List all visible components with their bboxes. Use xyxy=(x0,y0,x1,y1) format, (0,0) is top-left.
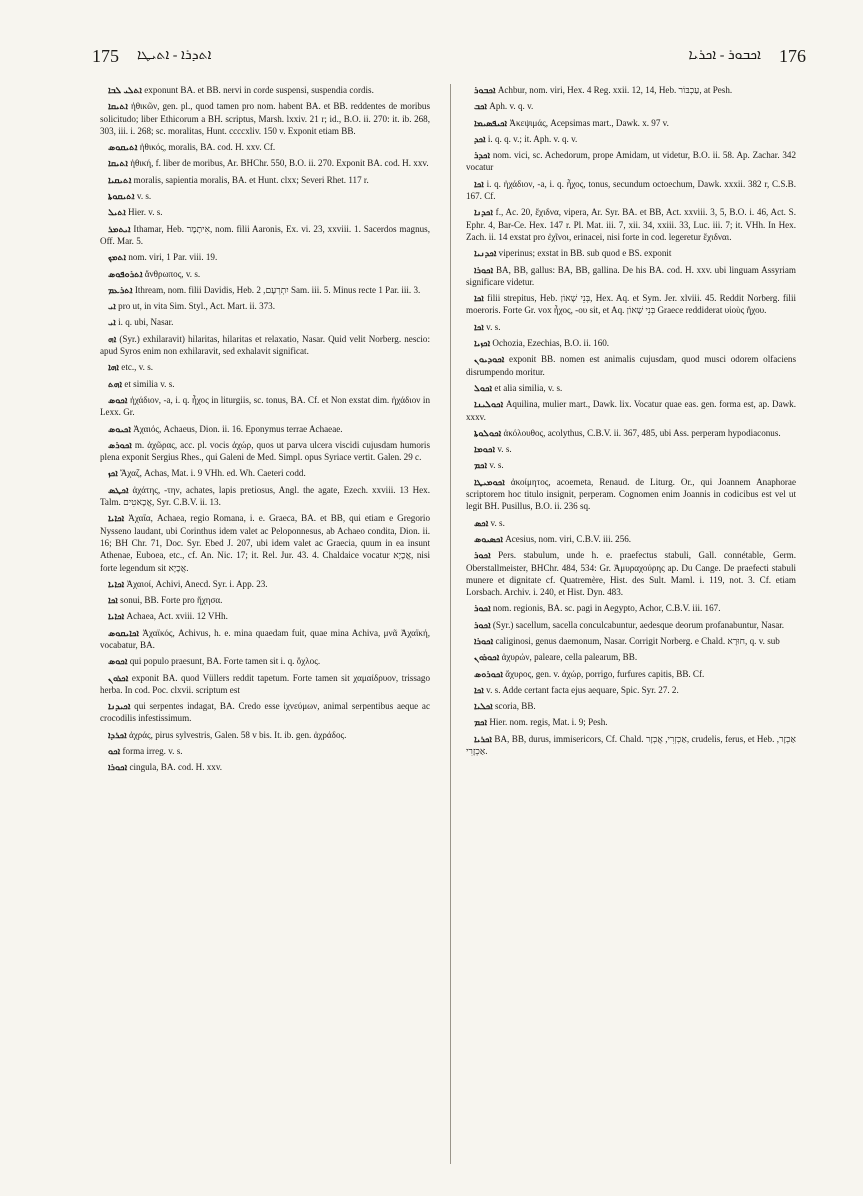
dictionary-entry xyxy=(466,292,796,317)
entry-text: nom. viri, 1 Par. viii. 19. xyxy=(128,252,218,263)
entry-lemma: ܐܟܘܪܘܣ xyxy=(474,668,503,679)
entry-lemma: ܐܟܕܢܝܐ xyxy=(474,248,497,259)
right-column xyxy=(466,84,796,1164)
entry-lemma: ܐܬܡܟ xyxy=(108,252,127,263)
dictionary-entry xyxy=(466,517,796,529)
entry-lemma: ܐܗܬ xyxy=(108,378,123,389)
dictionary-entry xyxy=(100,333,430,358)
entry-text: ἄνθρωπος, v. s. xyxy=(144,268,201,279)
entry-lemma: ܐܟܘ xyxy=(108,746,121,757)
dictionary-entry xyxy=(100,394,430,419)
dictionary-entry xyxy=(100,174,430,186)
dictionary-entry xyxy=(100,251,430,263)
entry-lemma: ܐܟܪܘܢ xyxy=(108,672,129,683)
entry-text: v. s. xyxy=(489,460,504,471)
entry-lemma: ܐܟܙ xyxy=(108,468,118,479)
entry-lemma: ܐܟܡ xyxy=(474,460,488,471)
entry-lemma: ܐܟܣܝܘܣ xyxy=(474,533,503,544)
entry-text: qui serpentes indagat, BA. Credo esse ἰχνεύμων, animal serpentibus aeque ac crocodilis infestissimum. xyxy=(100,701,430,724)
entry-lemma: ܐܟܘܣ xyxy=(108,394,128,405)
entry-lemma: ܐܟܕ xyxy=(474,133,486,144)
entry-text: scoria, BB. xyxy=(495,701,536,712)
entry-lemma: ܐܟܒܘܪ xyxy=(474,85,496,95)
dictionary-entry xyxy=(100,141,430,153)
entry-lemma: ܐܟܠܝܐ xyxy=(474,701,493,712)
entry-lemma: ܐܬܝܩܘܬܐ xyxy=(108,191,135,202)
entry-text: sonui, BB. Forte pro ἤχησα. xyxy=(120,595,223,606)
header-right xyxy=(466,46,806,67)
entry-lemma: ܐܟܛܣ xyxy=(108,484,129,495)
dictionary-entry xyxy=(100,223,430,248)
entry-lemma: ܐܬܝܩܝܐ xyxy=(108,174,132,185)
entry-lemma: ܐܟܐ xyxy=(108,595,118,606)
dictionary-entry xyxy=(466,206,796,243)
right-page-number: 176 xyxy=(779,45,806,66)
entry-lemma: ܐܟܕܪ xyxy=(474,150,491,161)
entry-lemma: ܐܟܘܪܐ xyxy=(474,264,494,275)
entry-lemma: ܐܟܘܪܐ xyxy=(108,762,128,773)
entry-text: forma irreg. v. s. xyxy=(122,746,183,757)
dictionary-entry xyxy=(466,651,796,663)
dictionary-entry xyxy=(100,655,430,667)
entry-text: Achaea, Act. xviii. 12 VHh. xyxy=(126,611,228,622)
dictionary-entry xyxy=(466,321,796,333)
entry-text: v. s. Adde certant facta ejus aequare, Spic. Syr. 27. 2. xyxy=(486,684,679,695)
entry-lemma: ܐܬܠܝ ܠܒܐ xyxy=(108,85,142,95)
dictionary-entry xyxy=(100,745,430,757)
entry-text: v. s. xyxy=(486,321,501,332)
entry-text: pro ut, in vita Sim. Styl., Act. Mart. ii. 373. xyxy=(118,301,276,312)
header-left xyxy=(92,46,432,67)
entry-text: caliginosi, genus daemonum, Nasar. Corrigit Norberg. e Chald. חוּרָא, q. v. sub xyxy=(495,635,780,646)
entry-lemma: ܐܟܐܝܩܘܣ xyxy=(108,627,139,638)
dictionary-entry xyxy=(466,264,796,289)
entry-text: ἠχάδιον, -a, i. q. ἦχος in liturgiis, sc. tonus, BA. Cf. et Non exstat dim. ἠχάδιον in Lexx. Gr. xyxy=(100,394,430,418)
entry-text: viperinus; exstat in BB. sub quod e BS. exponit xyxy=(498,248,672,259)
dictionary-entry xyxy=(466,427,796,439)
entry-text: etc., v. s. xyxy=(121,362,154,373)
entry-text: Ochozia, Ezechias, B.O. ii. 160. xyxy=(492,338,610,349)
dictionary-entry xyxy=(466,149,796,174)
entry-text: ἀχυρών, paleare, cella palearum, BB. xyxy=(501,652,638,663)
entry-lemma: ܐܟܪܝܐ xyxy=(474,733,492,744)
dictionary-entry xyxy=(100,627,430,652)
entry-text: Pers. stabulum, unde h. e. praefectus stabuli, Gall. connétable, Germ. Oberstallmeister, BHChr. 484, 534: Gr. Ἀμυραχούρης ap. Du Cange. De praefecti stabuli munere et dignitate cf. Quatremère, Hist. des Sult. Maml. i. 119, not. 3. Cf. etiam Lorsbach. Archiv. i. 240, et Hist. Dyn. 483. xyxy=(466,550,796,598)
entry-lemma: ܐܟܘܣ xyxy=(108,656,128,667)
dictionary-entry xyxy=(100,729,430,741)
dictionary-entry xyxy=(466,84,796,96)
right-running-head: ܐܟܒܘܪ - ܐܟܪܝܐ xyxy=(688,48,761,63)
entry-text: (Syr.) exhilaravit) hilaritas, hilaritas et relaxatio, Nasar. Quid velit Norberg. nescio: apud Syros enim non exhilaravit, sed exhalavit significat. xyxy=(100,333,430,357)
entry-text: (Syr.) sacellum, sacella conculcabuntur, aedesque deorum profanabuntur, Nasar. xyxy=(492,619,785,630)
entry-lemma: ܐܟܘܡܐ xyxy=(474,444,496,455)
entry-lemma: ܐܬܪܥܡ xyxy=(108,284,133,295)
dictionary-entry xyxy=(466,443,796,455)
entry-text: exponit BB. nomen est animalis cujusdam, quod musci odorem olfaciens disrumpendo moritur. xyxy=(466,354,796,377)
entry-lemma: ܐܟܘܪܐ xyxy=(474,635,494,646)
entry-text: ἠθικῶν, gen. pl., quod tamen pro nom. habent BA. et BB. reddentes de moribus solicitudo; liber Ethicorum a BH. scriptus, Marsh. lxxiv. 21 r; id., B.O. ii. 270: it. ib. 268, 303, iii. i. 268; sc. moralitas, Hunt. ccccxliv. 150 v. Exponit etiam BB. xyxy=(100,101,430,136)
entry-lemma: ܐܟܘܠܝܢܐ xyxy=(474,399,504,410)
entry-text: Acesius, nom. viri, C.B.V. iii. 256. xyxy=(505,533,632,544)
dictionary-entry xyxy=(466,382,796,394)
dictionary-entry xyxy=(100,316,430,328)
dictionary-entry xyxy=(466,459,796,471)
left-column xyxy=(100,84,430,1164)
dictionary-entry xyxy=(100,84,430,96)
entry-lemma: ܐܝ xyxy=(108,317,116,328)
entry-lemma: ܐܟܕܢܐ xyxy=(474,207,493,218)
entry-lemma: ܐܟܘܪ xyxy=(474,603,491,614)
entry-lemma: ܐܟܣ xyxy=(474,517,489,528)
entry-lemma: ܐܟܘܡܝܛܐ xyxy=(474,476,505,487)
dictionary-entry xyxy=(100,157,430,169)
entry-text: Ithream, nom. filii Davidis, Heb. יִתְרְעָם, 2 Sam. iii. 5. Minus recte 1 Par. iii. 3. xyxy=(134,284,421,295)
page-header xyxy=(92,38,806,74)
entry-lemma: ܐܬܝܩܐ xyxy=(108,158,128,169)
entry-text: Aph. v. q. v. xyxy=(489,101,534,112)
entry-text: ἀχράς, pirus sylvestris, Galen. 58 v bis. It. ib. gen. ἀχράδος. xyxy=(128,729,347,740)
entry-text: et alia similia, v. s. xyxy=(494,382,563,393)
entry-text: v. s. xyxy=(497,444,512,455)
entry-lemma: ܐܟܘܪ xyxy=(474,550,491,561)
entry-lemma: ܐܟܐ xyxy=(474,293,484,304)
entry-text: Aquilina, mulier mart., Dawk. lix. Vocatur quae eas. gen. forma est, ap. Dawk. xxxv. xyxy=(466,399,796,422)
entry-text: nom. vici, sc. Achedorum, prope Amidam, ut videtur, B.O. ii. 58. Ap. Zachar. 342 vocatur xyxy=(466,150,796,173)
entry-lemma: ܐܟܝܕܢܐ xyxy=(108,701,131,712)
dictionary-entry xyxy=(466,100,796,112)
entry-text: v. s. xyxy=(490,517,505,528)
entry-text: ἄχυρος, gen. v. ἀχώρ, porrigo, furfures capitis, BB. Cf. xyxy=(505,668,705,679)
entry-text: Hier. nom. regis, Mat. i. 9; Pesh. xyxy=(489,717,608,728)
dictionary-entry xyxy=(466,117,796,129)
entry-lemma: ܐܟܐܝܐ xyxy=(108,578,125,589)
entry-text: ἀκοίμητος, acoemeta, Renaud. de Liturg. Or., qui Joannem Anaphorae scriptorem hoc titulo insignit, perperam. Cognomen enim Joannis in codicibus est vel ut legit BH. Pusillus, B.O. ii. 236 sq. xyxy=(466,476,796,512)
dictionary-entry xyxy=(100,467,430,479)
dictionary-entry xyxy=(100,594,430,606)
entry-text: Ἀχαΐα, Achaea, regio Romana, i. e. Graeca, BA. et BB, qui etiam e Gregorio Nysseno laudant, ubi Corinthus idem valet ac Peloponnesus, ab Achaeo condita, Dion. ii. 16; BH Chr. 71, Doc. Syr. Ebed J. 207, ubi idem valet ac Graecia, quum in ea insunt Athenae, Euboea, etc., cf. An. Nic. 17; it. Rel. Jur. 43. 4. Chaldaice vocatur אֲכָיָא, nisi forte legendum sit אֲכָיָא. xyxy=(100,513,430,573)
entry-lemma: ܐܗܐ xyxy=(108,362,119,373)
entry-text: Achbur, nom. viri, Hex. 4 Reg. xxii. 12, 14, Heb. עַכְבּוֹר, at Pesh. xyxy=(497,85,733,95)
dictionary-entry xyxy=(466,619,796,631)
entry-text: ἀκόλουθος, acolythus, C.B.V. ii. 367, 485, ubi Ass. perperam hypodiaconus. xyxy=(503,427,781,438)
entry-text: Hier. v. s. xyxy=(128,207,163,218)
entry-text: Ἀκεψιμάς, Acepsimas mart., Dawk. x. 97 v. xyxy=(509,117,669,128)
dictionary-entry xyxy=(466,733,796,758)
entry-lemma: ܐܟܘܪܘܢ xyxy=(474,652,500,663)
entry-lemma: ܐܟܙܝܐ xyxy=(474,338,491,349)
dictionary-entry xyxy=(100,284,430,296)
entry-text: nom. regionis, BA. sc. pagi in Aegypto, Achor, C.B.V. iii. 167. xyxy=(492,603,721,614)
dictionary-entry xyxy=(466,549,796,598)
entry-text: ἀχάτης, -την, achates, lapis pretiosus, Angl. the agate, Ezech. xxviii. 13 Hex. Talm. אֲכָאטִים, Syr. C.B.V. ii. 13. xyxy=(100,484,430,508)
dictionary-entry xyxy=(100,484,430,509)
entry-text: moralis, sapientia moralis, BA. et Hunt. clxx; Severi Rhet. 117 r. xyxy=(133,174,369,185)
entry-text: Ἄχαζ, Achas, Mat. i. 9 VHh. ed. Wh. Caeteri codd. xyxy=(120,468,306,479)
entry-text: et similia v. s. xyxy=(124,378,175,389)
entry-text: v. s. xyxy=(136,191,152,202)
dictionary-entry xyxy=(466,398,796,423)
entry-text: Ithamar, Heb. אִיתָמָר, nom. filii Aaronis, Ex. vi. 23, xxviii. 1. Sacerdos magnus, Off. Mar. 5. xyxy=(100,223,430,246)
dictionary-entry xyxy=(100,578,430,590)
entry-text: i. q. q. v.; it. Aph. v. q. v. xyxy=(487,133,578,144)
entry-lemma: ܐܟܐܝܐ xyxy=(108,513,125,524)
dictionary-entry xyxy=(466,700,796,712)
entry-lemma: ܐܬܝܩܘܣ xyxy=(108,142,138,153)
entry-lemma: ܐܟܘܠ xyxy=(474,382,493,393)
dictionary-entry xyxy=(100,300,430,312)
entry-text: Ἀχαιοί, Achivi, Anecd. Syr. i. App. 23. xyxy=(126,578,268,589)
entry-lemma: ܐܝ xyxy=(108,301,116,312)
entry-text: i. q. ἠχάδιον, -a, i. q. ἦχος, tonus, secundum octoechum, Dawk. xxxii. 382 r, C.S.B. 167. Cf. xyxy=(466,178,796,202)
entry-lemma: ܐܟܘܠܘܬܐ xyxy=(474,427,502,438)
entry-lemma: ܐܟܪܕܐ xyxy=(108,729,127,740)
dictionary-entry xyxy=(466,716,796,728)
dictionary-entry xyxy=(100,439,430,464)
dictionary-entry xyxy=(100,268,430,280)
dictionary-entry xyxy=(466,684,796,696)
dictionary-entry xyxy=(100,378,430,390)
entry-lemma: ܐܟܡ xyxy=(474,717,488,728)
entry-text: ἠθικός, moralis, BA. cod. H. xxv. Cf. xyxy=(139,142,276,153)
dictionary-entry xyxy=(100,672,430,697)
entry-lemma: ܐܬܝܠ xyxy=(108,207,126,218)
dictionary-entry xyxy=(466,353,796,378)
entry-lemma: ܐܟܐ xyxy=(474,321,484,332)
entry-text: i. q. ubi, Nasar. xyxy=(118,317,174,328)
dictionary-entry xyxy=(100,361,430,373)
entry-lemma: ܐܟܐ xyxy=(474,178,484,189)
dictionary-entry xyxy=(466,178,796,203)
column-divider xyxy=(450,84,451,1164)
entry-text: exponunt BA. et BB. nervi in corde suspensi, suspendia cordis. xyxy=(144,85,374,95)
entry-text: BA, BB, gallus: BA, BB, gallina. De his BA. cod. H. xxv. ubi linguam Assyriam significare videtur. xyxy=(466,264,796,287)
dictionary-entry xyxy=(100,700,430,725)
dictionary-entry xyxy=(100,610,430,622)
entry-text: BA, BB, durus, immisericors, Cf. Chald. אַכְזְרִי, אֲכְזָר, crudelis, ferus, et Heb. אַכְזָר, אַכְזָרִי. xyxy=(466,733,796,757)
entry-text: Ἀχαιός, Achaeus, Dion. ii. 16. Eponymus terrae Achaeae. xyxy=(133,423,343,434)
entry-text: Ἀχαϊκός, Achivus, h. e. mina quaedam fuit, quae mina Achiva, μνᾶ Ἀχαϊκή, vocabatur, BA. xyxy=(100,627,430,650)
left-running-head: ܐܬܕܪܐ - ܐܬܝܛܐ xyxy=(137,48,212,63)
entry-text: ἠθική, f. liber de moribus, Ar. BHChr. 550, B.O. ii. 270. Exponit BA. cod. H. xxv. xyxy=(130,158,429,169)
entry-text: m. ἀχῶρας, acc. pl. vocis ἀχώρ, quos ut parva ulcera viscidi cujusdam humoris plena exponit Sergius Rhes., qui Galeni de Med. Simpl. opus Syriace vertit. Galen. 29 c. xyxy=(100,439,430,463)
entry-lemma: ܐܟܘܪܣ xyxy=(108,439,132,450)
entry-text: f., Ac. 20, ἔχιδνα, vipera, Ar. Syr. BA. et BB, Act. xxviii. 3, 5, B.O. i. 46, Act. S. Ephr. 4, Bar-Ce. Hex. 147 r. Pl. Mat. iii. 7, xii. 34, xxiii. 33, Luc. iii. 7; it. VHh. In Hex. Zach. ii. 14 exstat pro ἐχῖνοι, erinacei, nisi forte in cod. legeretur ἔχιδναι. xyxy=(466,207,796,242)
dictionary-entry xyxy=(466,668,796,680)
entry-text: cingula, BA. cod. H. xxv. xyxy=(129,762,223,773)
entry-lemma: ܐܟܐܝܐ xyxy=(108,611,125,622)
dictionary-entry xyxy=(466,476,796,513)
dictionary-entry xyxy=(466,533,796,545)
dictionary-entry xyxy=(466,133,796,145)
entry-text: exponit BA. quod Vüllers reddit tapetum. Forte tamen sit χαμαίδρυον, trissago herba. In cod. Poc. clxvii. scriptum est xyxy=(100,672,430,695)
dictionary-entry xyxy=(466,635,796,647)
entry-lemma: ܐܬܪܘܦܘܣ xyxy=(108,268,143,279)
dictionary-entry xyxy=(100,100,430,137)
entry-lemma: ܐܟܒ xyxy=(474,101,487,112)
dictionary-entry xyxy=(100,512,430,573)
dictionary-entry xyxy=(100,761,430,773)
entry-lemma: ܐܟܐ xyxy=(474,684,484,695)
entry-lemma: ܐܝܬܡܪ xyxy=(108,223,131,234)
dictionary-entry xyxy=(466,247,796,259)
entry-lemma: ܐܟܝܘܣ xyxy=(108,423,131,434)
entry-lemma: ܐܟܘܕܝܘܢ xyxy=(474,354,505,365)
entry-lemma: ܐܟܘܪ xyxy=(474,619,491,630)
dictionary-entry xyxy=(100,190,430,202)
entry-text: filii strepitus, Heb. בְּנֵי שָׁאוֹן, Hex. Aq. et Sym. Jer. xlviii. 45. Reddit Norberg. filii moeroris. Forte Gr. vox ἦχος, -ου sit, et Aq. בְּנֵי שָׁאוֹן Graece reddiderat υἱοὺς ἤχου. xyxy=(466,293,796,316)
entry-text: qui populo praesunt, BA. Forte tamen sit i. q. ὄχλος. xyxy=(129,656,321,667)
dictionary-entry xyxy=(100,206,430,218)
dictionary-entry xyxy=(100,423,430,435)
dictionary-entry xyxy=(466,602,796,614)
dictionary-entry xyxy=(466,337,796,349)
entry-lemma: ܐܗ xyxy=(108,333,117,344)
left-page-number: 175 xyxy=(92,45,119,66)
entry-lemma: ܐܬܝܩܐ xyxy=(108,101,128,112)
entry-lemma: ܐܟܝܦܣܝܡܐ xyxy=(474,117,508,128)
